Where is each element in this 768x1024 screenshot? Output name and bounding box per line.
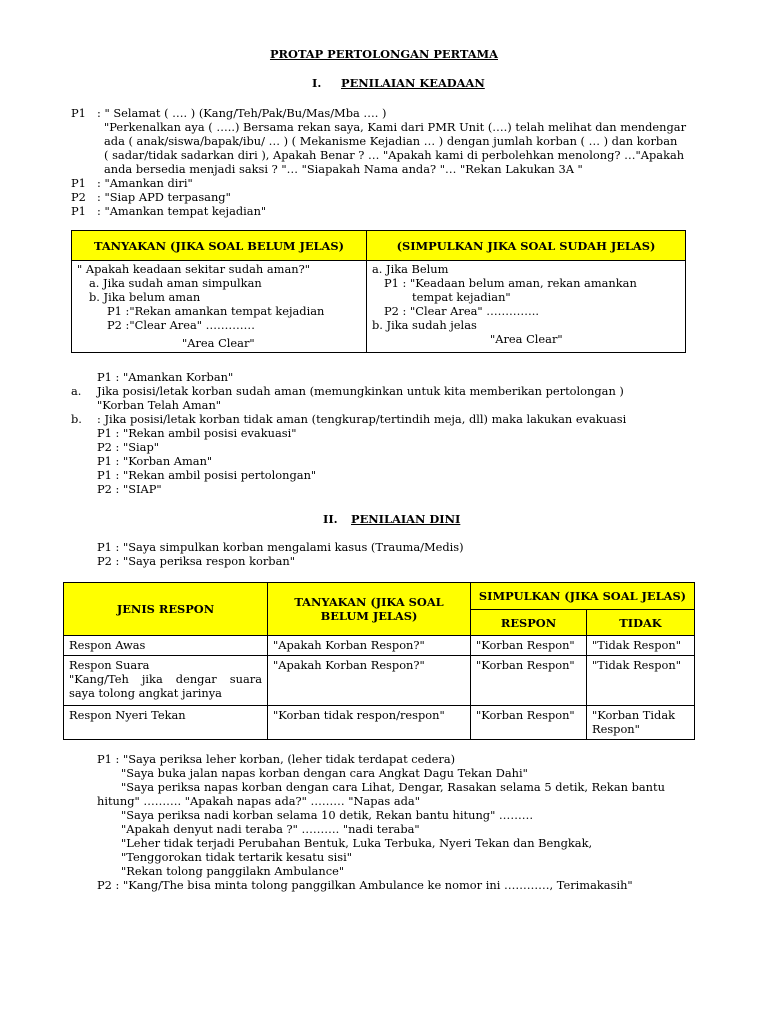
s2-close-6: "Leher tidak terjadi Perubahan Bentuk, Luka Terbuka, Nyeri Tekan dan Bengkak, bbox=[121, 836, 593, 850]
s2-close-9: P2 : "Kang/The bisa minta tolong panggilkan Ambulance ke nomor ini …………, Terimakasih" bbox=[97, 878, 633, 892]
s2-close-0: P1 : "Saya periksa leher korban, (leher tidak terdapat cedera) bbox=[97, 752, 456, 766]
s2-close-1: "Saya buka jalan napas korban dengan cara Angkat Dagu Tekan Dahi" bbox=[121, 766, 528, 780]
row2-tanyakan: "Korban tidak respon/respon" bbox=[268, 706, 471, 740]
section-2-heading: PENILAIAN DINI bbox=[351, 512, 461, 526]
s1-after-7: P1 : "Rekan ambil posisi pertolongan" bbox=[97, 468, 317, 482]
row1-tanyakan: "Apakah Korban Respon?" bbox=[268, 656, 471, 706]
s1-line-6: : "Siap APD terpasang" bbox=[97, 190, 231, 204]
table-row bbox=[64, 706, 695, 740]
s1-after-4: P1 : "Rekan ambil posisi evakuasi" bbox=[97, 426, 297, 440]
row2-jenis: Respon Nyeri Tekan bbox=[64, 706, 268, 740]
s1-after-5: P2 : "Siap" bbox=[97, 440, 159, 454]
s1-label-0: P1 bbox=[71, 106, 86, 120]
t1c2-line-0: a. Jika Belum bbox=[372, 262, 449, 276]
t1c1-line-1: a. Jika sudah aman simpulkan bbox=[89, 276, 262, 290]
table1-cell-tanyakan bbox=[72, 261, 367, 353]
s2-close-5: "Apakah denyut nadi teraba ?" ………. "nadi teraba" bbox=[121, 822, 420, 836]
s2-close-3: hitung" ………. "Apakah napas ada?" ……… "Napas ada" bbox=[97, 794, 420, 808]
t1c2-line-4: b. Jika sudah jelas bbox=[372, 318, 477, 332]
section-2-number: II. bbox=[323, 512, 338, 526]
table2-header-tidak: TIDAK bbox=[587, 610, 695, 636]
table1-cell-simpulkan bbox=[367, 261, 686, 353]
section-1-number: I. bbox=[312, 76, 322, 90]
row0-respon: "Korban Respon" bbox=[471, 636, 587, 656]
s1-line-2: ada ( anak/siswa/bapak/ibu/ … ) ( Mekanisme Kejadian … ) dengan jumlah korban ( … ) dan korban bbox=[104, 134, 678, 148]
table2-header-jenis: JENIS RESPON bbox=[64, 583, 268, 636]
s1-label-6: P2 bbox=[71, 190, 86, 204]
s1-line-1: "Perkenalkan aya ( …..) Bersama rekan saya, Kami dari PMR Unit (….) telah melihat dan mendengar bbox=[104, 120, 687, 134]
row1-jenis-cell bbox=[64, 656, 268, 706]
t1c2-line-5: "Area Clear" bbox=[490, 332, 563, 346]
section-1-heading: PENILAIAN KEADAAN bbox=[341, 76, 485, 90]
row0-jenis: Respon Awas bbox=[64, 636, 268, 656]
s1-after-0: P1 : "Amankan Korban" bbox=[97, 370, 234, 384]
table1-header-simpulkan: (SIMPULKAN JIKA SOAL SUDAH JELAS) bbox=[367, 231, 686, 261]
table2-header-simpulkan: SIMPULKAN (JIKA SOAL JELAS) bbox=[471, 583, 695, 610]
t1c2-line-2: tempat kejadian" bbox=[412, 290, 511, 304]
s2-close-8: "Rekan tolong panggilakn Ambulance" bbox=[121, 864, 345, 878]
row1-jenis-extra: "Kang/Teh jika dengar suara saya tolong angkat jarinya bbox=[69, 672, 262, 700]
row1-tidak: "Tidak Respon" bbox=[587, 656, 695, 706]
table2-header-tanyakan: TANYAKAN (JIKA SOAL BELUM JELAS) bbox=[268, 583, 471, 636]
s1-line-5: : "Amankan diri" bbox=[97, 176, 193, 190]
t1c1-line-0: " Apakah keadaan sekitar sudah aman?" bbox=[77, 262, 310, 276]
t1c1-line-2: b. Jika belum aman bbox=[89, 290, 201, 304]
s1-after-3: : Jika posisi/letak korban tidak aman (tengkurap/tertindih meja, dll) maka lakukan evakuasi bbox=[97, 412, 627, 426]
s2-line-1: P2 : "Saya periksa respon korban" bbox=[97, 554, 295, 568]
assessment-table bbox=[71, 230, 686, 353]
t1c1-line-4: P2 :"Clear Area" …………. bbox=[107, 318, 255, 332]
s1-line-4: anda bersedia menjadi saksi ? "… "Siapakah Nama anda? "… "Rekan Lakukan 3A " bbox=[104, 162, 583, 176]
table2-header-respon: RESPON bbox=[471, 610, 587, 636]
document-title: PROTAP PERTOLONGAN PERTAMA bbox=[269, 47, 499, 61]
s2-close-4: "Saya periksa nadi korban selama 10 detik, Rekan bantu hitung" ……… bbox=[121, 808, 534, 822]
t1c1-line-3: P1 :"Rekan amankan tempat kejadian bbox=[107, 304, 325, 318]
s1-line-3: ( sadar/tidak sadarkan diri ), Apakah Benar ? … "Apakah kami di perbolehkan menolong? …"Apakah bbox=[104, 148, 685, 162]
s1-after-8: P2 : "SIAP" bbox=[97, 482, 162, 496]
s1-after-6: P1 : "Korban Aman" bbox=[97, 454, 213, 468]
table-row bbox=[64, 656, 695, 706]
s1-line-7: : "Amankan tempat kejadian" bbox=[97, 204, 267, 218]
s2-line-0: P1 : "Saya simpulkan korban mengalami kasus (Trauma/Medis) bbox=[97, 540, 464, 554]
s2-close-2: "Saya periksa napas korban dengan cara Lihat, Dengar, Rasakan selama 5 detik, Rekan bantu bbox=[121, 780, 665, 794]
row0-tidak: "Tidak Respon" bbox=[587, 636, 695, 656]
row2-respon: "Korban Respon" bbox=[471, 706, 587, 740]
row0-tanyakan: "Apakah Korban Respon?" bbox=[268, 636, 471, 656]
row1-respon: "Korban Respon" bbox=[471, 656, 587, 706]
s1-label-5: P1 bbox=[71, 176, 86, 190]
s1-line-0: : " Selamat ( …. ) (Kang/Teh/Pak/Bu/Mas/Mba …. ) bbox=[97, 106, 387, 120]
table1-header-tanyakan: TANYAKAN (JIKA SOAL BELUM JELAS) bbox=[72, 231, 367, 261]
t1c1-line-5: "Area Clear" bbox=[182, 336, 255, 350]
t1c2-line-1: P1 : "Keadaan belum aman, rekan amankan bbox=[384, 276, 637, 290]
s1-after-1: Jika posisi/letak korban sudah aman (memungkinkan untuk kita memberikan pertolongan ) bbox=[97, 384, 624, 398]
s1-after-2: "Korban Telah Aman" bbox=[97, 398, 222, 412]
row2-tidak: "Korban Tidak Respon" bbox=[587, 706, 695, 740]
row1-jenis: Respon Suara bbox=[69, 658, 150, 672]
s1-after-label-1: a. bbox=[71, 384, 82, 398]
s1-label-7: P1 bbox=[71, 204, 86, 218]
s1-after-label-3: b. bbox=[71, 412, 82, 426]
response-table bbox=[63, 582, 695, 740]
table-row bbox=[64, 636, 695, 656]
t1c2-line-3: P2 : "Clear Area" ………….. bbox=[384, 304, 540, 318]
s2-close-7: "Tenggorokan tidak tertarik kesatu sisi" bbox=[121, 850, 353, 864]
